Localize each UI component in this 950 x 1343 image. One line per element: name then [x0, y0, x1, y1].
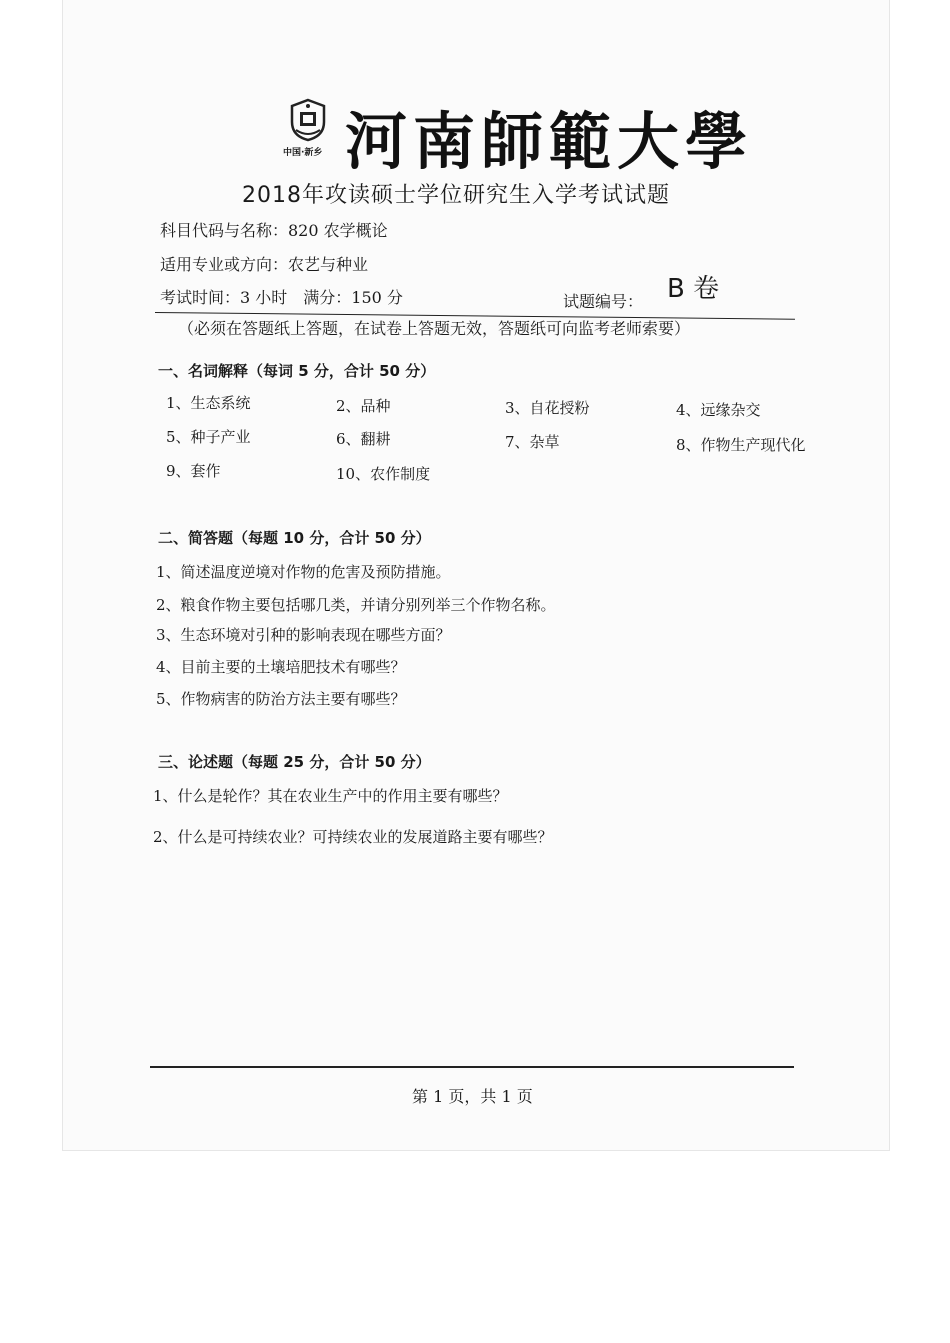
term-item: 6、翻耕	[336, 430, 391, 448]
major-line: 适用专业或方向：农艺与种业	[160, 255, 369, 274]
section-1-title: 一、名词解释（每词 5 分，合计 50 分）	[158, 362, 436, 380]
section-2-title: 二、简答题（每题 10 分，合计 50 分）	[158, 529, 431, 547]
paper-number-value: B 卷	[667, 274, 720, 304]
question-item: 2、粮食作物主要包括哪几类，并请分别列举三个作物名称。	[156, 596, 556, 614]
term-item: 2、品种	[336, 397, 391, 415]
question-item: 1、什么是轮作？其在农业生产中的作用主要有哪些？	[153, 787, 508, 805]
university-name-logo: 河南師範大學	[345, 105, 754, 178]
term-item: 5、种子产业	[166, 428, 251, 446]
term-item: 3、自花授粉	[505, 399, 590, 417]
term-item: 8、作物生产现代化	[676, 436, 806, 454]
term-item: 1、生态系统	[166, 394, 251, 412]
term-item: 4、远缘杂交	[676, 401, 761, 419]
emblem-caption: 中国·新乡	[283, 148, 323, 158]
question-item: 3、生态环境对引种的影响表现在哪些方面？	[156, 626, 451, 644]
term-item: 7、杂草	[505, 433, 560, 451]
exam-title: 2018年攻读硕士学位研究生入学考试试题	[242, 183, 670, 208]
subject-line: 科目代码与名称：820 农学概论	[160, 221, 388, 240]
paper-number-label: 试题编号：	[563, 292, 644, 311]
term-item: 9、套作	[166, 462, 221, 480]
section-3-title: 三、论述题（每题 25 分，合计 50 分）	[158, 753, 431, 771]
footer-divider	[150, 1066, 794, 1068]
question-item: 2、什么是可持续农业？可持续农业的发展道路主要有哪些？	[153, 828, 553, 846]
time-score-line: 考试时间：3 小时 满分：150 分	[160, 288, 403, 307]
page-number: 第 1 页，共 1 页	[412, 1087, 533, 1106]
answer-notice: （必须在答题纸上答题，在试卷上答题无效，答题纸可向监考老师索要）	[178, 319, 691, 338]
question-item: 1、简述温度逆境对作物的危害及预防措施。	[156, 563, 451, 581]
question-item: 5、作物病害的防治方法主要有哪些？	[156, 690, 406, 708]
question-item: 4、目前主要的土壤培肥技术有哪些？	[156, 658, 406, 676]
university-emblem	[288, 98, 328, 142]
term-item: 10、农作制度	[336, 465, 431, 483]
